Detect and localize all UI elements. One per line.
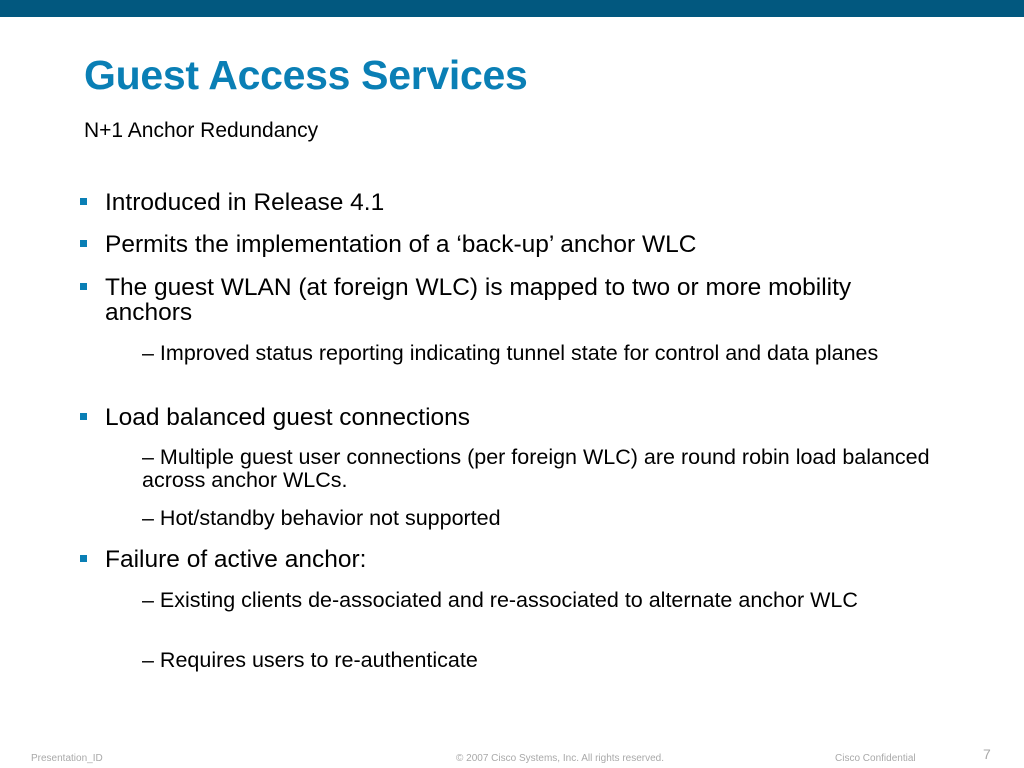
bullet-square-icon (80, 198, 87, 205)
bullet-text: Failure of active anchor: (105, 546, 367, 573)
bullet-square-icon (80, 413, 87, 420)
sub-bullet-item: – Hot/standby behavior not supported (142, 506, 501, 530)
page-number: 7 (983, 746, 991, 762)
sub-bullet-item: – Multiple guest user connections (per foreign WLC) are round robin load balanced across anchor WLCs. (142, 445, 930, 492)
bullet-text: Introduced in Release 4.1 (105, 189, 385, 216)
sub-bullet-item: – Existing clients de-associated and re-associated to alternate anchor WLC (142, 588, 858, 612)
bullet-text: Permits the implementation of a ‘back-up’ anchor WLC (105, 231, 697, 258)
bullet-square-icon (80, 240, 87, 247)
bullet-square-icon (80, 555, 87, 562)
bullet-text: Load balanced guest connections (105, 404, 471, 431)
sub-bullet-item: – Improved status reporting indicating tunnel state for control and data planes (142, 341, 879, 365)
footer-copyright: © 2007 Cisco Systems, Inc. All rights reserved. (456, 753, 665, 764)
footer-confidential: Cisco Confidential (835, 753, 916, 764)
sub-bullet-item: – Requires users to re-authenticate (142, 648, 478, 672)
bullet-square-icon (80, 283, 87, 290)
slide-title: Guest Access Services (84, 52, 528, 98)
footer-presentation-id: Presentation_ID (31, 753, 103, 764)
slide-subtitle: N+1 Anchor Redundancy (84, 119, 319, 142)
bullet-text: The guest WLAN (at foreign WLC) is mapped to two or more mobility anchors (105, 274, 852, 326)
